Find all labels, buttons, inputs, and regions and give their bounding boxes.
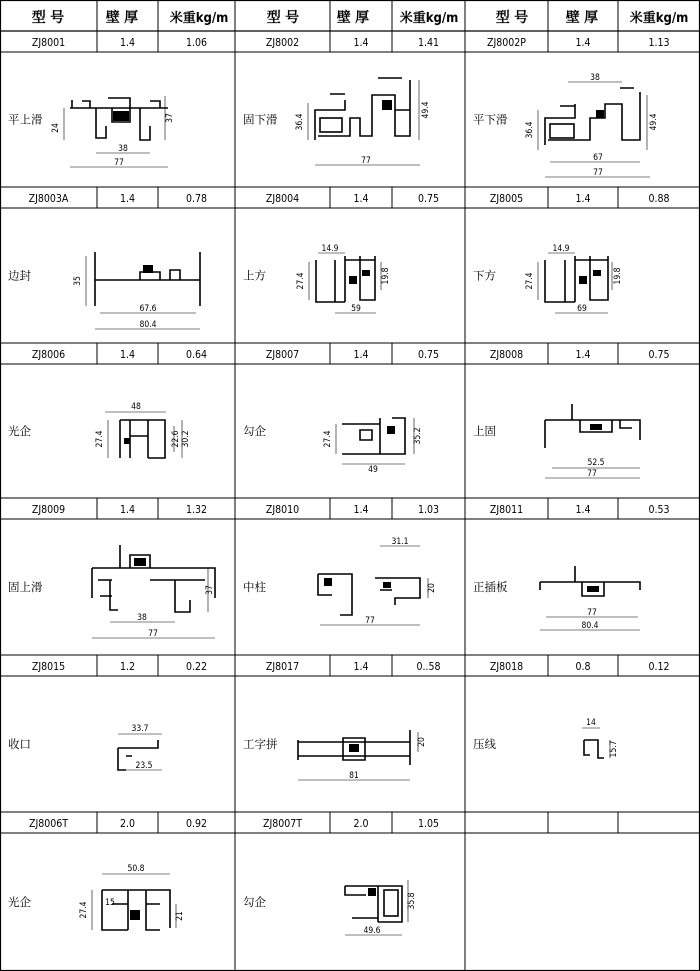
dim-label: 27.4 (525, 272, 535, 290)
item-wall-thickness: 1.4 (119, 193, 136, 205)
item-name: 勾企 (243, 895, 266, 909)
item-weight: 0.88 (648, 193, 670, 205)
item-name: 下方 (473, 268, 496, 283)
dim-label: 20 (417, 737, 427, 747)
item-wall-thickness: 1.4 (353, 504, 369, 516)
item-code: ZJ8004 (265, 193, 300, 205)
dim-label: 36.4 (525, 121, 535, 139)
dim-label: 33.7 (131, 724, 149, 734)
item-wall-thickness: 1.4 (353, 193, 369, 205)
item-wall-thickness: 1.4 (119, 504, 136, 516)
dim-label: 15.7 (609, 740, 619, 758)
item-weight: 0.75 (417, 193, 440, 205)
dim-label: 49.4 (649, 113, 659, 131)
dim-label: 27.4 (95, 430, 105, 448)
dim-label: 37 (165, 113, 175, 123)
dim-label: 35 (73, 276, 83, 286)
item-name: 光企 (8, 424, 31, 438)
item-weight: 0..58 (416, 661, 441, 673)
item-code: ZJ8010 (265, 504, 300, 516)
item-weight: 0.12 (648, 661, 670, 673)
header-weight-2: 米重kg/m (399, 11, 459, 26)
item-code: ZJ8005 (489, 193, 524, 205)
dim-label: 77 (361, 156, 371, 166)
dim-label: 69 (577, 304, 587, 314)
dim-label: 20 (427, 583, 437, 593)
sheet-border (1, 1, 700, 971)
item-name: 光企 (8, 895, 31, 909)
dim-label: 49.4 (421, 101, 431, 119)
item-wall-thickness: 1.4 (575, 37, 591, 49)
dim-label: 27.4 (296, 272, 306, 290)
item-weight: 1.06 (185, 37, 208, 49)
dim-label: 49.6 (363, 926, 381, 936)
header-wall-1: 壁 厚 (105, 10, 139, 26)
info-rows (8, 37, 670, 909)
item-name: 中柱 (243, 580, 266, 594)
item-weight: 0.64 (185, 349, 208, 361)
item-weight: 0.78 (185, 193, 208, 205)
dim-label: 52.5 (587, 458, 605, 468)
dim-label: 27.4 (79, 901, 89, 919)
header-type-1: 型 号 (31, 10, 65, 26)
dim-label: 77 (148, 629, 158, 639)
item-wall-thickness: 0.8 (575, 661, 591, 673)
item-name: 上方 (243, 268, 266, 283)
dim-label: 35.8 (407, 892, 417, 910)
item-code: ZJ8001 (31, 37, 66, 49)
dim-label: 24 (51, 123, 61, 133)
item-code: ZJ8003A (28, 193, 69, 205)
dim-label: 14.9 (321, 244, 339, 254)
item-name: 平上滑 (8, 112, 43, 127)
dim-label: 14 (586, 718, 596, 728)
item-name: 固上滑 (8, 580, 43, 594)
dim-label: 37 (205, 585, 215, 595)
header-weight-3: 米重kg/m (629, 11, 689, 26)
item-code: ZJ8002 (265, 37, 300, 49)
item-name: 平下滑 (473, 112, 508, 127)
item-wall-thickness: 2.0 (119, 818, 136, 830)
item-wall-thickness: 1.4 (353, 661, 369, 673)
item-weight: 0.22 (185, 661, 208, 673)
item-weight: 0.92 (185, 818, 208, 830)
header-weight-1: 米重kg/m (169, 11, 229, 26)
dim-label: 15 (105, 898, 115, 908)
item-wall-thickness: 1.4 (575, 349, 591, 361)
item-code: ZJ8017 (265, 661, 300, 673)
profile-drawing-zj8004 (309, 253, 381, 313)
item-name: 上固 (473, 424, 496, 438)
dim-label: 38 (590, 73, 600, 83)
dim-label: 14.9 (552, 244, 570, 254)
dim-label: 80.4 (139, 320, 157, 330)
item-code: ZJ8002P (487, 37, 526, 49)
item-weight: 1.32 (185, 504, 208, 516)
item-code: ZJ8009 (31, 504, 66, 516)
item-wall-thickness: 1.2 (119, 661, 136, 673)
dim-label: 48 (131, 402, 141, 412)
item-name: 压线 (473, 737, 496, 751)
dim-label: 67 (593, 153, 603, 163)
item-weight: 0.75 (417, 349, 440, 361)
dim-label: 19.8 (613, 267, 623, 285)
item-name: 正插板 (473, 580, 508, 594)
item-name: 固下滑 (243, 112, 278, 127)
header-wall-3: 壁 厚 (565, 10, 599, 26)
item-code: ZJ8006 (31, 349, 66, 361)
profile-drawing-zj8009 (92, 545, 215, 638)
dim-label: 50.8 (127, 864, 145, 874)
profile-drawing-zj8005 (538, 253, 612, 313)
item-weight: 1.13 (648, 37, 670, 49)
item-code: ZJ8007T (262, 818, 303, 830)
dim-label: 27.4 (323, 430, 333, 448)
item-wall-thickness: 1.4 (353, 37, 369, 49)
item-wall-thickness: 2.0 (353, 818, 369, 830)
dim-label: 77 (587, 608, 597, 618)
item-code: ZJ8015 (31, 661, 66, 673)
dim-label: 80.4 (581, 621, 599, 631)
item-code: ZJ8006T (28, 818, 69, 830)
item-weight: 1.03 (417, 504, 440, 516)
item-name: 收口 (8, 737, 31, 751)
dim-label: 67.6 (139, 304, 157, 314)
dim-label: 77 (114, 158, 124, 168)
item-code: ZJ8011 (489, 504, 524, 516)
item-name: 工字拼 (243, 737, 278, 751)
dim-label: 31.1 (391, 537, 409, 547)
item-weight: 0.53 (648, 504, 670, 516)
item-wall-thickness: 1.4 (119, 37, 136, 49)
profile-drawing-zj8001 (64, 96, 168, 167)
header-type-2: 型 号 (266, 10, 300, 26)
item-name: 勾企 (243, 424, 266, 438)
dim-label: 22.6 (171, 430, 181, 448)
dim-label: 77 (593, 168, 603, 178)
header-wall-2: 壁 厚 (336, 10, 370, 26)
item-weight: 1.41 (417, 37, 440, 49)
item-wall-thickness: 1.4 (353, 349, 369, 361)
dim-label: 21 (175, 911, 185, 921)
dim-label: 49 (368, 465, 378, 475)
dim-label: 77 (587, 469, 597, 479)
item-name: 边封 (8, 268, 31, 283)
dim-label: 30.2 (181, 430, 191, 448)
item-code: ZJ8008 (489, 349, 524, 361)
dim-label: 38 (118, 144, 128, 154)
item-code: ZJ8007 (265, 349, 300, 361)
item-weight: 1.05 (417, 818, 440, 830)
profile-drawing-zj8010 (318, 546, 428, 625)
dim-label: 81 (349, 771, 359, 781)
profile-drawing-zj8002 (308, 78, 420, 165)
item-wall-thickness: 1.4 (119, 349, 136, 361)
profile-drawing-zj8018 (582, 728, 610, 758)
profile-drawing-zj8003a (86, 252, 200, 329)
item-wall-thickness: 1.4 (575, 504, 591, 516)
dim-label: 35.2 (413, 427, 423, 445)
dim-label: 19.8 (381, 267, 391, 285)
profile-drawing-zj8007 (336, 418, 414, 464)
header-row (0, 9, 700, 31)
item-code: ZJ8018 (489, 661, 524, 673)
dim-label: 36.4 (295, 113, 305, 131)
dim-label: 23.5 (135, 761, 153, 771)
item-wall-thickness: 1.4 (575, 193, 591, 205)
dim-label: 59 (351, 304, 361, 314)
item-weight: 0.75 (648, 349, 670, 361)
header-type-3: 型 号 (495, 10, 529, 26)
dim-label: 77 (365, 616, 375, 626)
dim-label: 38 (137, 613, 147, 623)
